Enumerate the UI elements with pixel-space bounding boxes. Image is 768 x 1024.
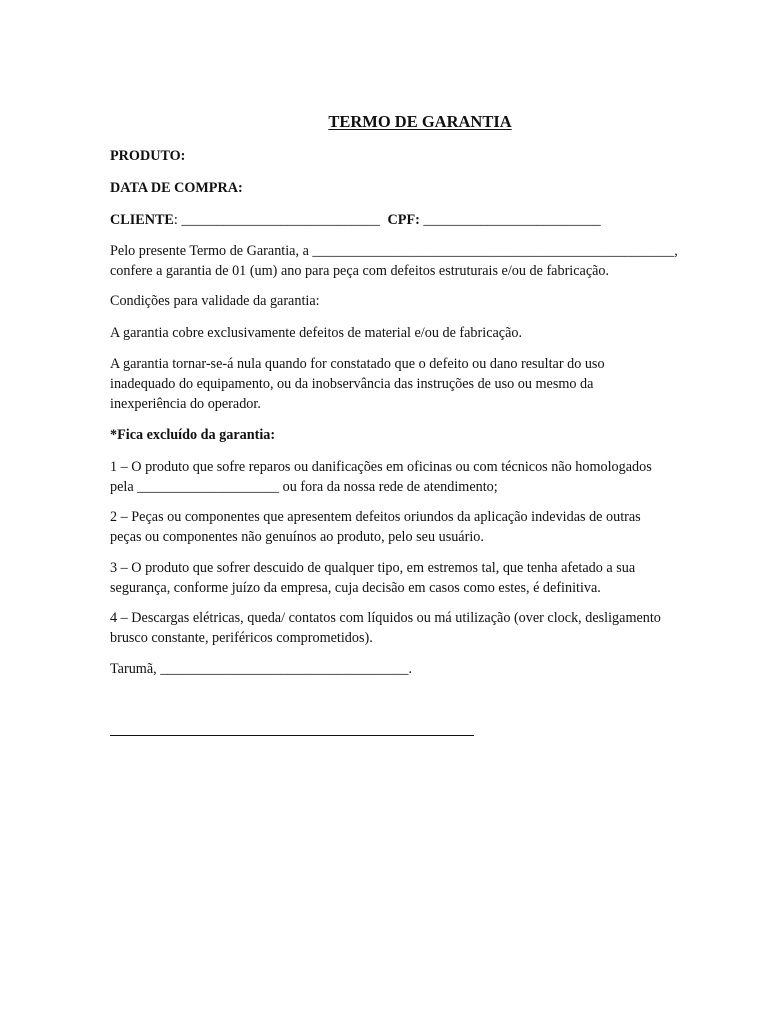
cpf-blank: _________________________ bbox=[423, 212, 601, 228]
item-1-line-2: pela ____________________ ou fora da nossa rede de atendimento; bbox=[110, 479, 498, 495]
data-compra-label: DATA DE COMPRA: bbox=[110, 180, 243, 196]
cliente-label: CLIENTE bbox=[110, 212, 174, 228]
nula-line-3: inexperiência do operador. bbox=[110, 396, 261, 412]
exclusion-item-2 bbox=[110, 507, 720, 547]
item-3-line-2: segurança, conforme juízo da empresa, cuja decisão em casos como estes, é definitiva. bbox=[110, 580, 601, 596]
item-1-line-1: 1 – O produto que sofre reparos ou danificações em oficinas ou com técnicos não homologados bbox=[110, 459, 652, 475]
produto-label: PRODUTO: bbox=[110, 148, 186, 164]
nula-line-2: inadequado do equipamento, ou da inobservância das instruções de uso ou mesmo da bbox=[110, 376, 594, 392]
item-2-line-1: 2 – Peças ou componentes que apresentem defeitos oriundos da aplicação indevidas de outras bbox=[110, 509, 641, 525]
excluido-heading: *Fica excluído da garantia: bbox=[110, 427, 276, 443]
exclusion-item-3 bbox=[110, 558, 720, 598]
signature-line bbox=[110, 735, 474, 736]
nula-line-1: A garantia tornar-se-á nula quando for constatado que o defeito ou dano resultar do uso bbox=[110, 356, 605, 372]
page-title: TERMO DE GARANTIA bbox=[328, 112, 512, 131]
intro-line-2: confere a garantia de 01 (um) ano para peça com defeitos estruturais e/ou de fabricação. bbox=[110, 263, 610, 279]
intro-line-1: Pelo presente Termo de Garantia, a ___________________________________________________, bbox=[110, 243, 678, 259]
nula-paragraph bbox=[110, 354, 720, 414]
exclusion-item-1 bbox=[110, 457, 720, 497]
item-3-line-1: 3 – O produto que sofrer descuido de qualquer tipo, em estremos tal, que tenha afetado a sua bbox=[110, 560, 636, 576]
item-4-line-2: brusco constante, periféricos comprometidos). bbox=[110, 630, 373, 646]
local-data-line: Tarumã, ___________________________________. bbox=[110, 661, 413, 677]
item-2-line-2: peças ou componentes não genuínos ao produto, pelo seu usuário. bbox=[110, 529, 484, 545]
item-4-line-1: 4 – Descargas elétricas, queda/ contatos com líquidos ou má utilização (over clock, desligamento bbox=[110, 610, 661, 626]
intro-paragraph bbox=[110, 241, 720, 281]
cliente-blank: : ____________________________ bbox=[173, 212, 380, 228]
cpf-label: CPF: bbox=[387, 212, 420, 228]
cliente-cpf-row bbox=[110, 210, 720, 230]
cobertura-text: A garantia cobre exclusivamente defeitos de material e/ou de fabricação. bbox=[110, 325, 523, 341]
exclusion-item-4 bbox=[110, 608, 720, 648]
condicoes-text: Condições para validade da garantia: bbox=[110, 293, 320, 309]
